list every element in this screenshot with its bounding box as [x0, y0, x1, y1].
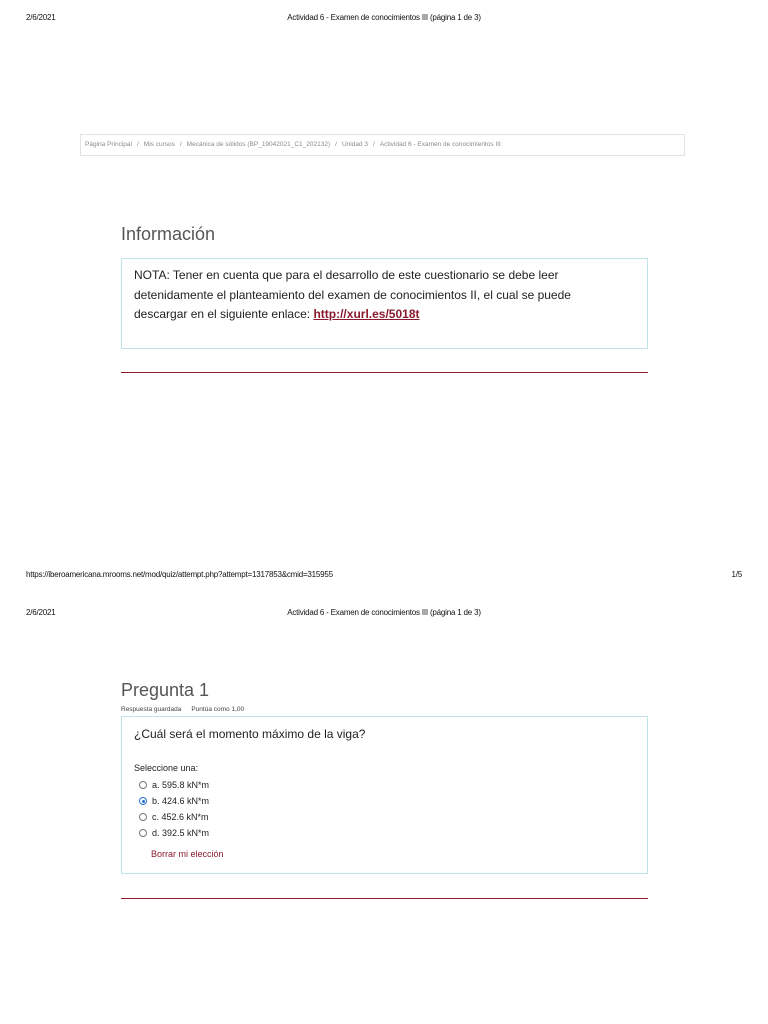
question-meta: [121, 706, 254, 713]
info-note-line: detenidamente el planteamiento del examen de conocimientos II, el cual se puede: [134, 287, 571, 302]
breadcrumb-course[interactable]: Mecánica de sólidos (BP_19042021_C1_202132): [186, 141, 331, 148]
print-title: Actividad 6 - Examen de conocimientos III (página 1 de 3): [287, 13, 481, 22]
breadcrumb-separator: /: [372, 141, 375, 148]
option-d[interactable]: [139, 825, 209, 841]
option-label: d. 392.5 kN*m: [152, 828, 210, 838]
breadcrumb-separator: /: [335, 141, 337, 148]
question-status: Respuesta guardada: [121, 706, 182, 713]
breadcrumb-home[interactable]: Página Principal: [85, 141, 132, 148]
download-link[interactable]: http://xurl.es/5018t: [313, 307, 420, 321]
select-label: Seleccione una:: [134, 763, 199, 773]
breadcrumb-unit[interactable]: Unidad 3: [341, 141, 368, 148]
info-box: [121, 258, 648, 349]
print-title: Actividad 6 - Examen de conocimientos III (página 1 de 3): [287, 608, 481, 617]
info-note-prefix: descargar en el siguiente enlace:: [134, 307, 314, 321]
print-date: 2/6/2021: [26, 13, 56, 22]
radio-button[interactable]: [139, 829, 147, 837]
breadcrumb-separator: /: [136, 141, 139, 148]
option-label: b. 424.6 kN*m: [152, 796, 210, 806]
question-score: Puntúa como 1,00: [191, 706, 245, 713]
info-note-line: [134, 305, 639, 325]
option-c[interactable]: [139, 809, 209, 825]
info-title: Información: [121, 224, 216, 244]
question-title: Pregunta 1: [121, 680, 210, 700]
question-text: ¿Cuál será el momento máximo de la viga?: [134, 727, 366, 741]
breadcrumb: [80, 134, 685, 156]
question-box: [121, 716, 648, 874]
section-divider: [121, 372, 648, 373]
breadcrumb-my-courses[interactable]: Mis cursos: [143, 141, 175, 148]
print-page-number: 1/5: [731, 570, 742, 579]
option-label: a. 595.8 kN*m: [152, 780, 210, 790]
radio-button-selected[interactable]: [139, 797, 147, 805]
print-date: 2/6/2021: [26, 608, 56, 617]
option-b[interactable]: [139, 793, 209, 809]
breadcrumb-activity[interactable]: Actividad 6 - Examen de conocimientos III: [379, 141, 501, 148]
breadcrumb-separator: /: [179, 141, 182, 148]
clear-choice-link[interactable]: Borrar mi elección: [151, 849, 224, 859]
info-note-line: NOTA: Tener en cuenta que para el desarrollo de este cuestionario se debe leer: [134, 268, 559, 282]
info-note: [134, 266, 639, 325]
radio-button[interactable]: [139, 781, 147, 789]
print-url: https://iberoamericana.mrooms.net/mod/quiz/attempt.php?attempt=1317853&cmid=315955: [26, 570, 333, 579]
radio-button[interactable]: [139, 813, 147, 821]
options-list: [139, 777, 209, 841]
option-label: c. 452.6 kN*m: [152, 812, 209, 822]
section-divider: [121, 898, 648, 899]
option-a[interactable]: [139, 777, 209, 793]
